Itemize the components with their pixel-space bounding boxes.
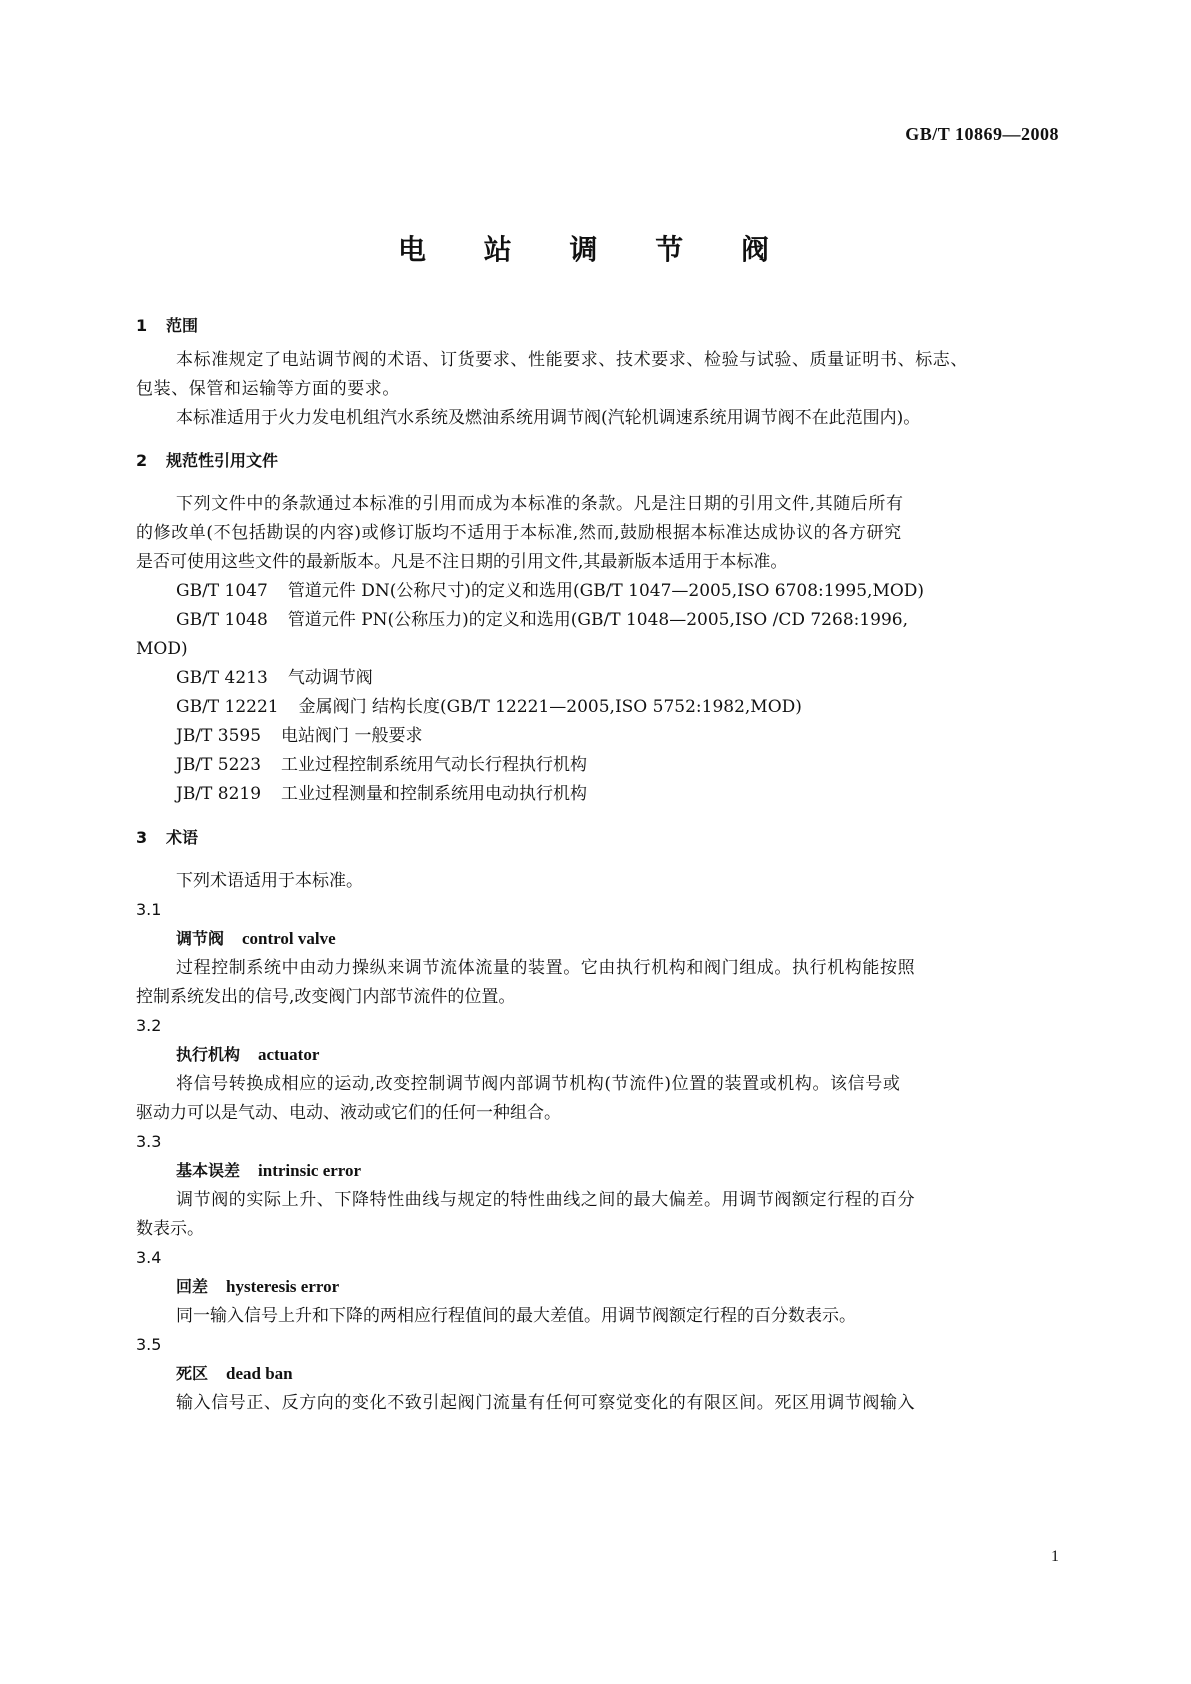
reference-item xyxy=(176,695,802,719)
term-number: 3.1 xyxy=(136,900,162,919)
reference-title: 金属阀门 结构长度(GB/T 12221—2005,ISO 5752:1982,MOD) xyxy=(298,697,802,717)
reference-title: 工业过程测量和控制系统用电动执行机构 xyxy=(281,784,588,804)
reference-title: 工业过程控制系统用气动长行程执行机构 xyxy=(281,755,588,775)
paragraph-line: 下列术语适用于本标准。 xyxy=(176,871,363,891)
page-number: 1 xyxy=(1051,1548,1059,1565)
term-en: control valve xyxy=(242,929,336,948)
term-zh: 执行机构 xyxy=(176,1045,241,1064)
definition-line: 数表示。 xyxy=(136,1219,204,1239)
section-number: 3 xyxy=(136,828,148,847)
paragraph-line: 下列文件中的条款通过本标准的引用而成为本标准的条款。凡是注日期的引用文件,其随后所有 xyxy=(176,494,904,514)
section-title: 范围 xyxy=(166,316,199,335)
section-title: 规范性引用文件 xyxy=(166,451,279,470)
section-3-heading xyxy=(136,826,198,850)
term-number: 3.5 xyxy=(136,1335,162,1354)
definition-line: 输入信号正、反方向的变化不致引起阀门流量有任何可察觉变化的有限区间。死区用调节阀输入 xyxy=(176,1393,916,1413)
section-1-heading xyxy=(136,314,198,338)
reference-title: 管道元件 DN(公称尺寸)的定义和选用(GB/T 1047—2005,ISO 6708:1995,MOD) xyxy=(287,581,925,601)
term-zh: 基本误差 xyxy=(176,1161,241,1180)
term-heading xyxy=(176,1043,319,1067)
paragraph-line: 包装、保管和运输等方面的要求。 xyxy=(136,379,400,399)
section-title: 术语 xyxy=(166,828,199,847)
term-number: 3.4 xyxy=(136,1248,162,1267)
reference-title: 电站阀门 一般要求 xyxy=(281,726,423,746)
term-en: intrinsic error xyxy=(258,1161,362,1180)
reference-item xyxy=(176,666,373,690)
term-heading xyxy=(176,1275,339,1299)
term-number: 3.3 xyxy=(136,1132,162,1151)
reference-code: GB/T 12221 xyxy=(176,697,279,717)
reference-item xyxy=(176,724,422,748)
term-heading xyxy=(176,1159,361,1183)
reference-title: 气动调节阀 xyxy=(287,668,373,688)
paragraph-line: 是否可使用这些文件的最新版本。凡是不注日期的引用文件,其最新版本适用于本标准。 xyxy=(136,552,788,572)
reference-code: GB/T 1047 xyxy=(176,581,268,601)
document-title: 电 站 调 节 阀 xyxy=(398,233,793,266)
reference-continuation: MOD) xyxy=(136,639,188,659)
reference-code: JB/T 5223 xyxy=(176,755,262,775)
term-zh: 回差 xyxy=(176,1277,209,1296)
paragraph-line: 本标准规定了电站调节阀的术语、订货要求、性能要求、技术要求、检验与试验、质量证明书、标志、 xyxy=(176,350,968,370)
term-en: dead ban xyxy=(226,1364,293,1383)
reference-item xyxy=(176,608,908,632)
term-number: 3.2 xyxy=(136,1016,162,1035)
term-heading xyxy=(176,927,336,951)
section-2-heading xyxy=(136,449,278,473)
reference-code: GB/T 4213 xyxy=(176,668,268,688)
term-en: hysteresis error xyxy=(226,1277,340,1296)
standard-code: GB/T 10869—2008 xyxy=(905,124,1059,144)
term-heading xyxy=(176,1362,293,1386)
term-en: actuator xyxy=(258,1045,320,1064)
term-zh: 死区 xyxy=(176,1364,209,1383)
definition-line: 控制系统发出的信号,改变阀门内部节流件的位置。 xyxy=(136,987,516,1007)
reference-item xyxy=(176,782,587,806)
term-zh: 调节阀 xyxy=(176,929,225,948)
reference-title: 管道元件 PN(公称压力)的定义和选用(GB/T 1048—2005,ISO /CD 7268:1996, xyxy=(287,610,909,630)
section-number: 1 xyxy=(136,316,148,335)
definition-line: 过程控制系统中由动力操纵来调节流体流量的装置。它由执行机构和阀门组成。执行机构能按照 xyxy=(176,958,916,978)
paragraph-line: 的修改单(不包括勘误的内容)或修订版均不适用于本标准,然而,鼓励根据本标准达成协议的各方研究 xyxy=(136,523,902,543)
reference-item xyxy=(176,753,587,777)
definition-line: 将信号转换成相应的运动,改变控制调节阀内部调节机构(节流件)位置的装置或机构。该信号或 xyxy=(176,1074,901,1094)
definition-line: 驱动力可以是气动、电动、液动或它们的任何一种组合。 xyxy=(136,1103,561,1123)
reference-code: JB/T 8219 xyxy=(176,784,262,804)
definition-line: 调节阀的实际上升、下降特性曲线与规定的特性曲线之间的最大偏差。用调节阀额定行程的百分 xyxy=(176,1190,916,1210)
paragraph-line: 本标准适用于火力发电机组汽水系统及燃油系统用调节阀(汽轮机调速系统用调节阀不在此范围内)。 xyxy=(176,408,921,428)
section-number: 2 xyxy=(136,451,148,470)
reference-code: JB/T 3595 xyxy=(176,726,262,746)
reference-code: GB/T 1048 xyxy=(176,610,268,630)
definition-line: 同一输入信号上升和下降的两相应行程值间的最大差值。用调节阀额定行程的百分数表示。 xyxy=(176,1306,856,1326)
reference-item xyxy=(176,579,924,603)
